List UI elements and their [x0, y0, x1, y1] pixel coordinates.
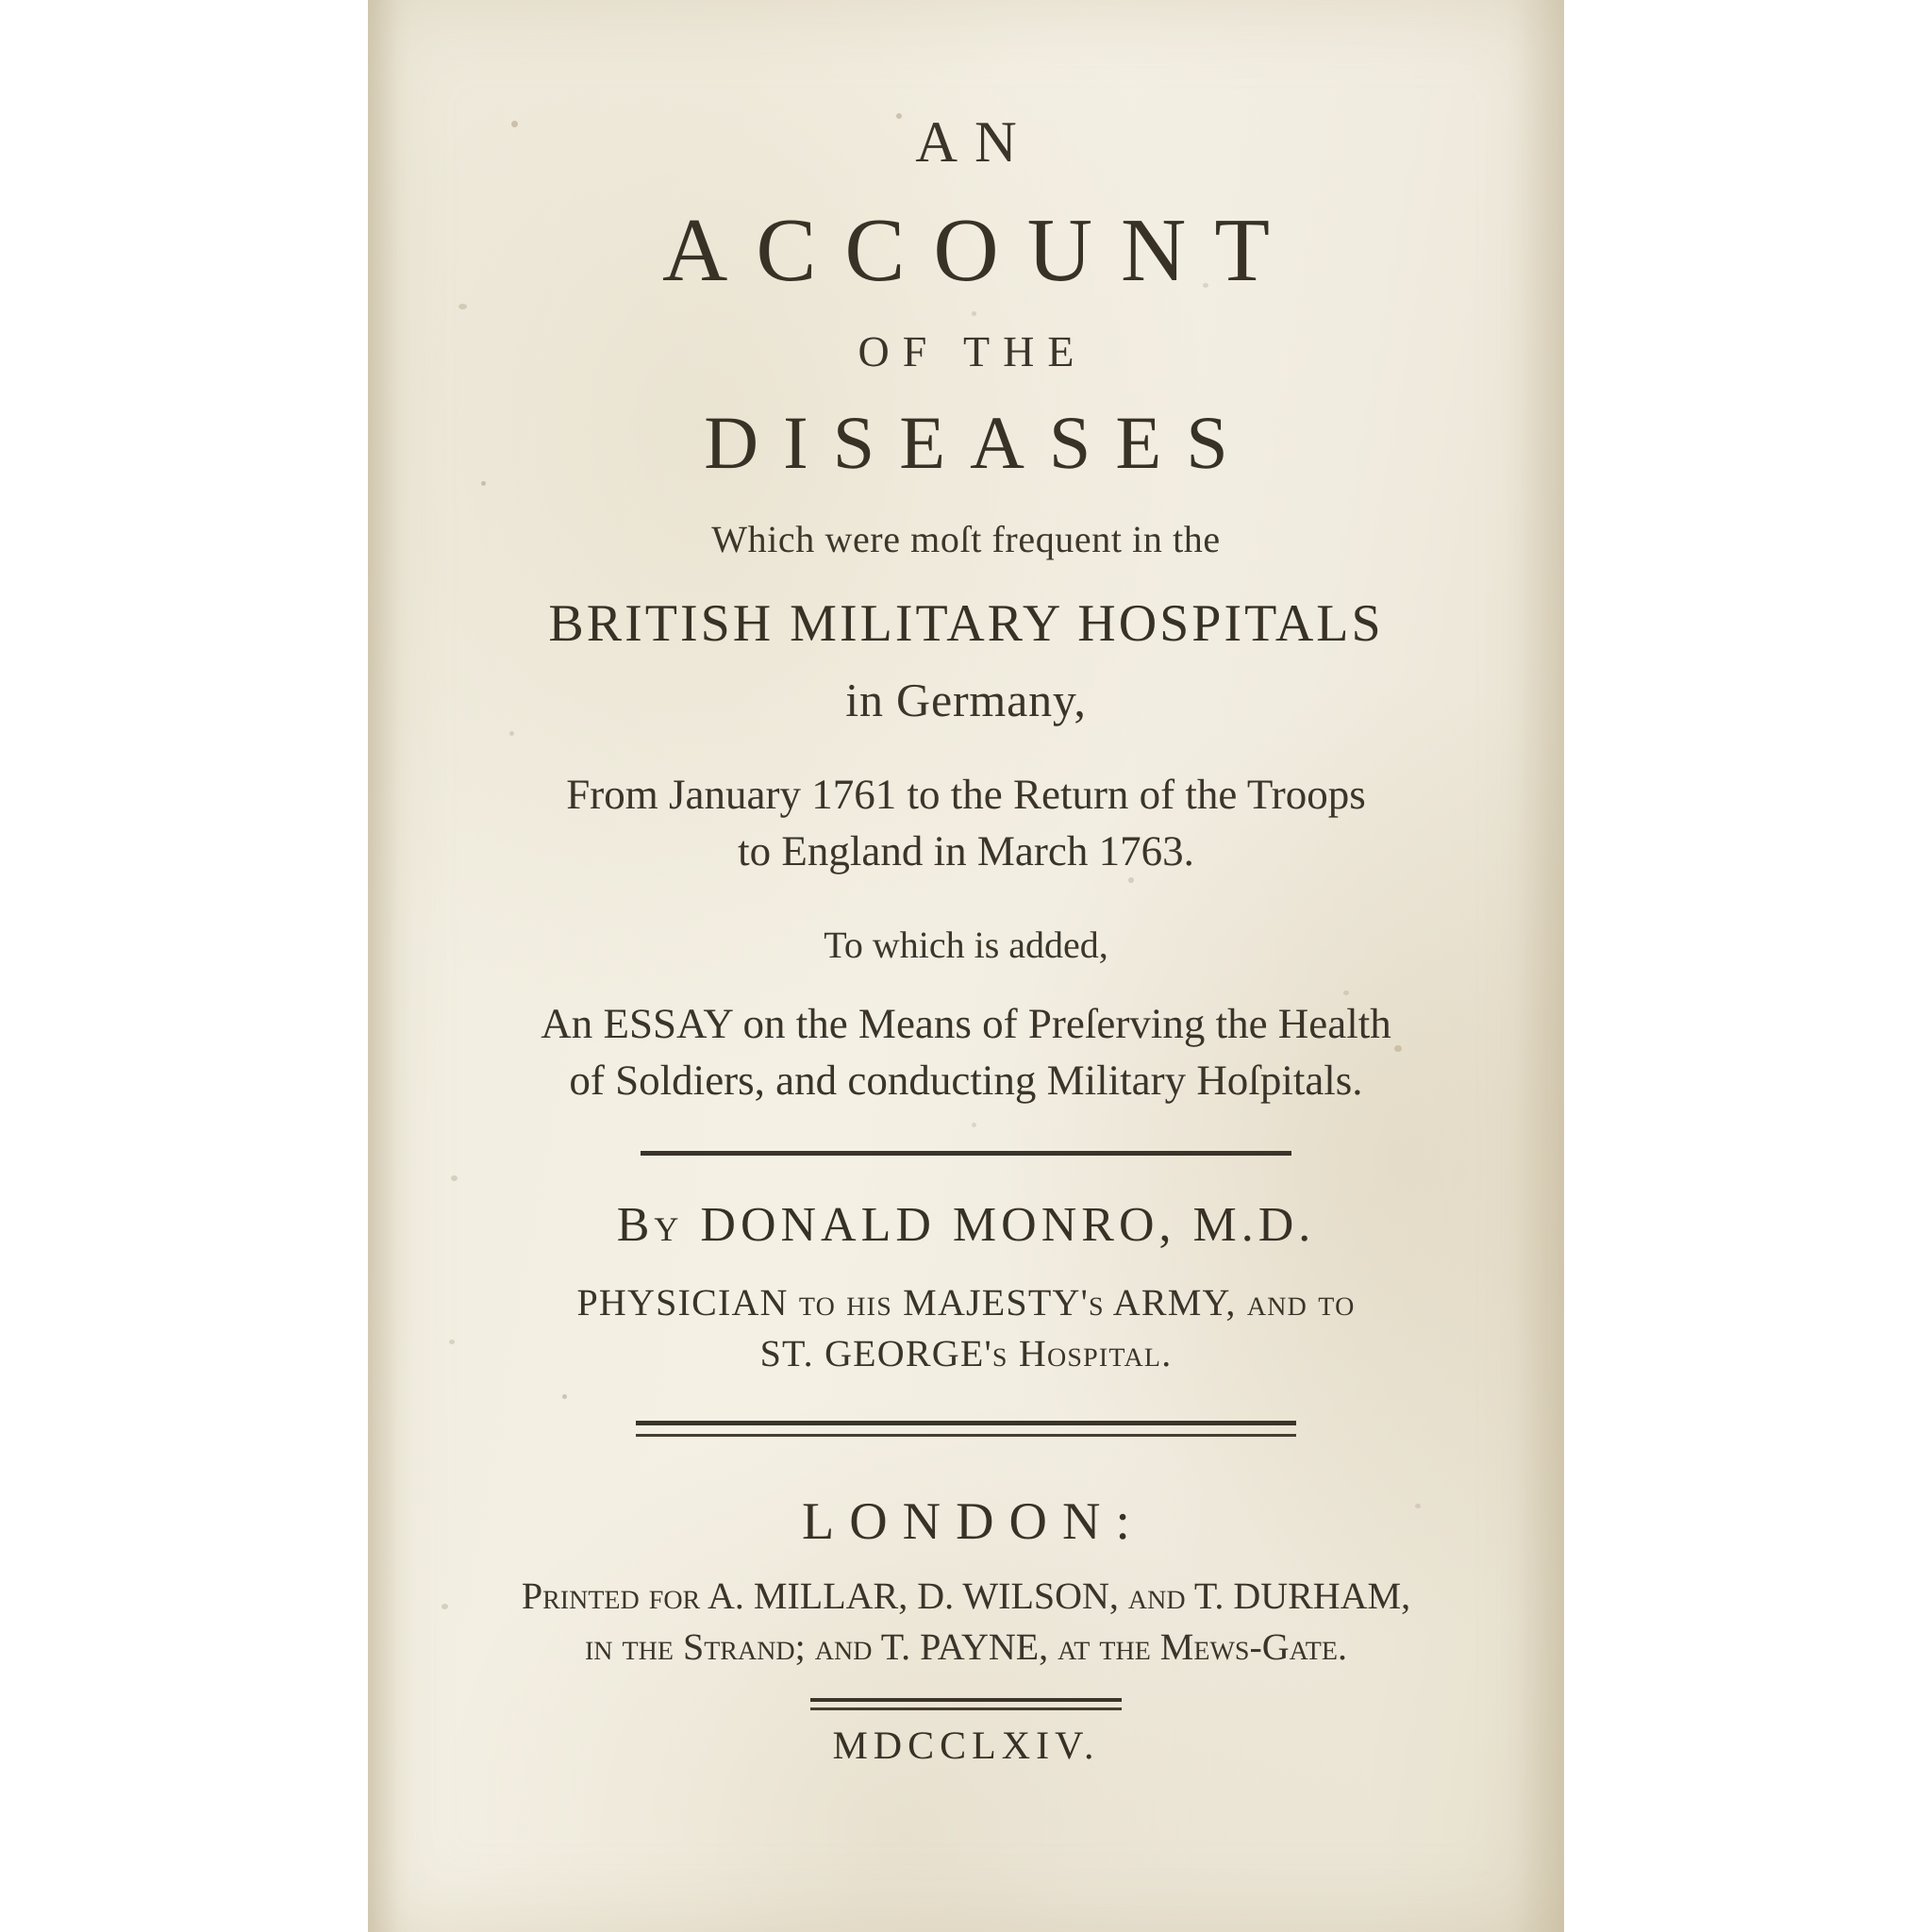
title-line-account: ACCOUNT: [661, 199, 1298, 300]
divider-rule-lower: [368, 1421, 1564, 1437]
book-leaf: [368, 0, 1564, 1932]
author-affiliation-line-2: ST. GEORGE's Hoſpital.: [759, 1331, 1173, 1374]
title-line-of-the: OF THE: [858, 327, 1088, 376]
year-divider-rule: [810, 1698, 1122, 1710]
title-line-an: AN: [915, 110, 1034, 175]
rule-double-top: [636, 1421, 1296, 1425]
rule-single: [641, 1151, 1291, 1156]
imprint-year: MDCCLXIV.: [832, 1724, 1100, 1768]
date-range-line-1: From January 1761 to the Return of the Troops: [566, 771, 1366, 819]
year-rule-bottom: [810, 1707, 1122, 1710]
divider-rule-upper: [368, 1151, 1564, 1156]
author-affiliation-line-1: PHYSICIAN to his MAJESTY's ARMY, and to: [576, 1280, 1356, 1324]
imprint-line-2: in the Strand; and T. PAYNE, at the Mews-Gate.: [584, 1625, 1348, 1669]
title-line-diseases: DISEASES: [704, 402, 1253, 486]
year-rule-top: [810, 1698, 1122, 1702]
rule-double-bottom: [636, 1434, 1296, 1437]
date-range-line-2: to England in March 1763.: [738, 826, 1194, 874]
title-line-germany: in Germany,: [845, 674, 1087, 727]
title-page-typeblock: [368, 110, 1564, 1769]
imprint-city: LONDON:: [802, 1491, 1145, 1551]
addition-line-2: of Soldiers, and conducting Military Hoſpitals.: [569, 1057, 1363, 1105]
title-line-subtitle: Which were moſt frequent in the: [711, 518, 1221, 561]
addition-line-1: An ESSAY on the Means of Preſerving the Health: [541, 1000, 1391, 1048]
title-line-hospitals: BRITISH MILITARY HOSPITALS: [548, 594, 1384, 654]
author-byline: By DONALD MONRO, M.D.: [616, 1197, 1316, 1252]
rule-double: [636, 1421, 1296, 1437]
imprint-line-1: Printed for A. MILLAR, D. WILSON, and T. DURHAM,: [521, 1574, 1411, 1617]
addition-intro: To which is added,: [824, 924, 1108, 967]
